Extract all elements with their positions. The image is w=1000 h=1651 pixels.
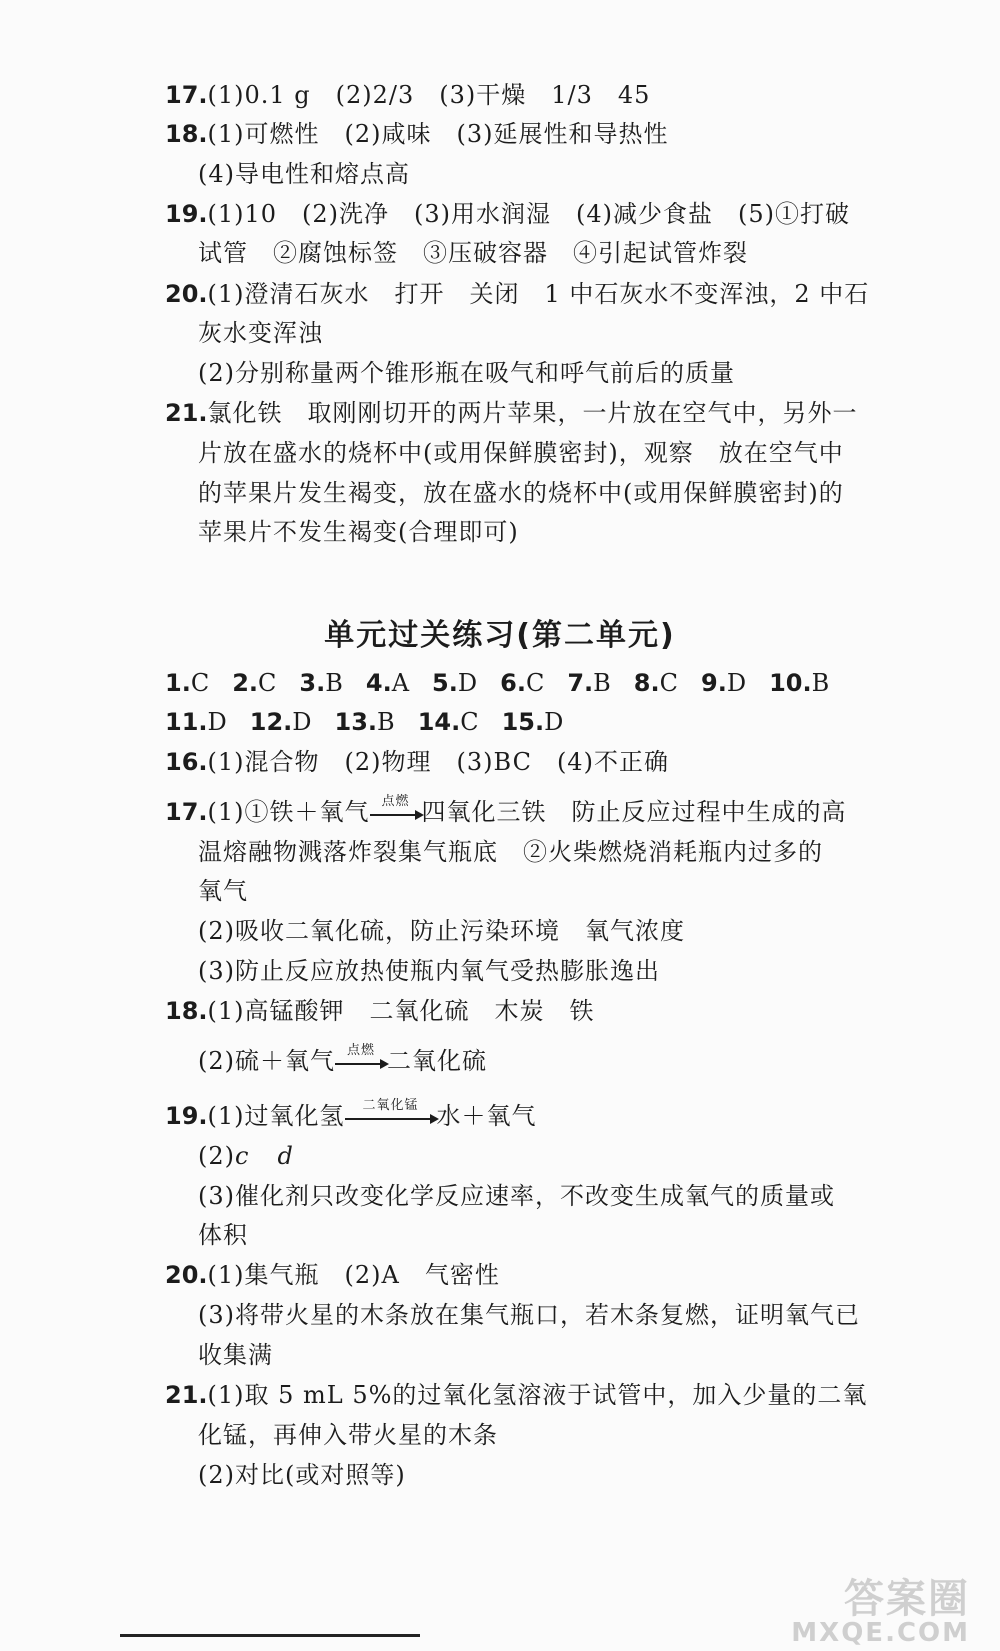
s2-q21-number: 21. (165, 1381, 208, 1409)
s2-q19-line4: 体积 (198, 1221, 248, 1249)
mc-answer (335, 707, 396, 737)
mc-question-number: 1. (165, 669, 191, 697)
mc-question-number: 6. (500, 669, 526, 697)
s2-q17-eq-right: 四氧化三铁 防止反应过程中生成的高 (421, 798, 847, 826)
mc-answer (366, 668, 410, 698)
mc-answer (769, 668, 830, 698)
mc-question-number: 9. (701, 669, 727, 697)
mc-question-number: 15. (501, 708, 545, 736)
mc-answer-letter: D (207, 708, 228, 736)
mc-question-number: 2. (232, 669, 259, 697)
s2-q16-text: (1)混合物 (2)物理 (3)BC (4)不正确 (207, 748, 669, 776)
mc-question-number: 11. (165, 708, 208, 736)
footer-rule (120, 1634, 420, 1637)
s2-q21-line2: 化锰，再伸入带火星的木条 (198, 1421, 498, 1449)
s2-q16-line1 (165, 747, 669, 777)
s2-q20-text1: (1)集气瓶 (2)A 气密性 (207, 1261, 500, 1289)
s1-q21-line1 (165, 398, 858, 428)
s2-q17-line2: 温熔融物溅落炸裂集气瓶底 ②火柴燃烧消耗瓶内过多的 (198, 838, 823, 866)
watermark-url: MXQE.COM (791, 1618, 970, 1648)
s2-q17-eq-left: (1)①铁＋氧气 (207, 798, 370, 826)
s2-q18-eq-right: 二氧化硫 (387, 1047, 487, 1075)
mc-answers-row1 (165, 668, 852, 698)
s2-q19-reaction-arrow (345, 1097, 437, 1120)
s2-q17-line5: (3)防止反应放热使瓶内氧气受热膨胀逸出 (198, 957, 660, 985)
s2-q17-condition: 点燃 (381, 793, 410, 809)
s2-q17-number: 17. (165, 798, 208, 826)
s1-q20-text1: (1)澄清石灰水 打开 关闭 1 中石灰水不变浑浊，2 中石 (207, 280, 870, 308)
s2-q20-line3: 收集满 (198, 1341, 273, 1369)
s2-q18-line1 (165, 996, 595, 1026)
s2-q19-answer-c: c (235, 1142, 250, 1170)
mc-answers-row2 (165, 707, 586, 737)
watermark-logo-text: 答案圈 (844, 1576, 970, 1622)
s2-q17-reaction-arrow (370, 793, 422, 816)
mc-answer-letter: C (659, 669, 679, 697)
s2-q19-line1 (165, 1097, 537, 1131)
s2-q21-line3: (2)对比(或对照等) (198, 1461, 406, 1489)
mc-answer (500, 668, 545, 698)
mc-question-number: 8. (633, 669, 660, 697)
mc-answer-letter: A (391, 669, 411, 697)
s2-q21-text1: (1)取 5 mL 5%的过氧化氢溶液于试管中，加入少量的二氧 (207, 1381, 868, 1409)
watermark (791, 1578, 970, 1646)
s2-q19-number: 19. (165, 1102, 208, 1130)
s1-q21-line4: 苹果片不发生褐变(合理即可) (198, 518, 519, 546)
mc-question-number: 12. (249, 708, 293, 736)
mc-answer-letter: B (377, 708, 396, 736)
mc-question-number: 3. (299, 669, 326, 697)
s1-q21-line3: 的苹果片发生褐变，放在盛水的烧杯中(或用保鲜膜密封)的 (198, 479, 844, 507)
s1-q19-line2: 试管 ②腐蚀标签 ③压破容器 ④引起试管炸裂 (198, 239, 748, 267)
s2-q19-line3: (3)催化剂只改变化学反应速率，不改变生成氧气的质量或 (198, 1182, 835, 1210)
s1-q21-line2: 片放在盛水的烧杯中(或用保鲜膜密封)，观察 放在空气中 (198, 439, 844, 467)
mc-answer-letter: D (544, 708, 565, 736)
s2-q17-line3: 氧气 (198, 877, 248, 905)
s2-q20-number: 20. (165, 1261, 208, 1289)
mc-answer (502, 707, 565, 737)
mc-answer-letter: D (292, 708, 313, 736)
s1-q20-line3: (2)分别称量两个锥形瓶在吸气和呼气前后的质量 (198, 359, 735, 387)
mc-answer-letter: C (258, 669, 278, 697)
mc-answer (432, 668, 478, 698)
mc-answer (165, 707, 228, 737)
mc-answer-letter: D (457, 669, 479, 697)
s1-q18-text1: (1)可燃性 (2)咸味 (3)延展性和导热性 (207, 120, 669, 148)
mc-answer-letter: C (190, 669, 211, 697)
s1-q21-text1: 氯化铁 取刚刚切开的两片苹果，一片放在空气中，另外一 (207, 399, 858, 427)
s1-q19-number: 19. (165, 200, 208, 228)
s2-q18-reaction-arrow (335, 1042, 387, 1065)
s2-q20-line1 (165, 1260, 500, 1290)
s2-q21-line1 (165, 1380, 867, 1410)
s2-q17-line1 (165, 793, 847, 827)
mc-answer-letter: D (726, 669, 748, 697)
mc-question-number: 4. (365, 669, 392, 697)
s2-q17-line4: (2)吸收二氧化硫，防止污染环境 氧气浓度 (198, 917, 685, 945)
s2-q18-condition: 点燃 (346, 1042, 375, 1058)
s1-q20-line2: 灰水变浑浊 (198, 319, 323, 347)
mc-answer (701, 668, 747, 698)
s2-q18-number: 18. (165, 997, 208, 1025)
s2-q19-eq-right: 水＋氧气 (436, 1102, 537, 1130)
mc-question-number: 7. (567, 669, 594, 697)
s2-q19-line2 (198, 1141, 294, 1171)
s1-q19-text1: (1)10 (2)洗净 (3)用水润湿 (4)减少食盐 (5)①打破 (207, 200, 851, 228)
mc-question-number: 13. (334, 708, 378, 736)
mc-answer-letter: C (460, 708, 480, 736)
s1-q17-text: (1)0.1 g (2)2/3 (3)干燥 1/3 45 (207, 81, 651, 109)
s2-q18-text1: (1)高锰酸钾 二氧化硫 木炭 铁 (207, 997, 595, 1025)
s1-q20-number: 20. (165, 280, 208, 308)
mc-question-number: 14. (417, 708, 461, 736)
s2-q18-eq-left: (2)硫＋氧气 (198, 1047, 335, 1075)
s1-q19-line1 (165, 199, 850, 229)
s1-q21-number: 21. (165, 399, 208, 427)
mc-answer (567, 668, 611, 698)
mc-answer (418, 707, 480, 737)
s1-q17-number: 17. (165, 81, 208, 109)
mc-answer-letter: B (811, 669, 831, 697)
mc-answer-letter: C (525, 669, 546, 697)
s1-q18-line2: (4)导电性和熔点高 (198, 160, 410, 188)
s2-q19-condition: 二氧化锰 (362, 1097, 419, 1113)
s2-q19-answer-d: d (277, 1142, 294, 1170)
mc-answer (250, 707, 313, 737)
mc-question-number: 5. (432, 669, 458, 697)
s2-q19-eq-left: (1)过氧化氢 (207, 1102, 345, 1130)
mc-question-number: 10. (769, 669, 812, 697)
section-title: 单元过关练习(第二单元) (324, 618, 676, 653)
mc-answer-letter: B (325, 669, 344, 697)
mc-answer (634, 668, 679, 698)
s1-q20-line1 (165, 279, 869, 309)
s2-q20-line2: (3)将带火星的木条放在集气瓶口，若木条复燃，证明氧气已 (198, 1301, 860, 1329)
mc-answer-letter: B (593, 669, 612, 697)
s2-q16-number: 16. (165, 748, 208, 776)
s2-q18-line2 (198, 1042, 487, 1076)
s1-q18-line1 (165, 119, 669, 149)
mc-answer (299, 668, 343, 698)
s1-q17-line1 (165, 80, 650, 110)
s1-q18-number: 18. (165, 120, 208, 148)
s2-q19-part2-label: (2) (198, 1142, 235, 1170)
mc-answer (165, 668, 210, 698)
mc-answer (232, 668, 277, 698)
